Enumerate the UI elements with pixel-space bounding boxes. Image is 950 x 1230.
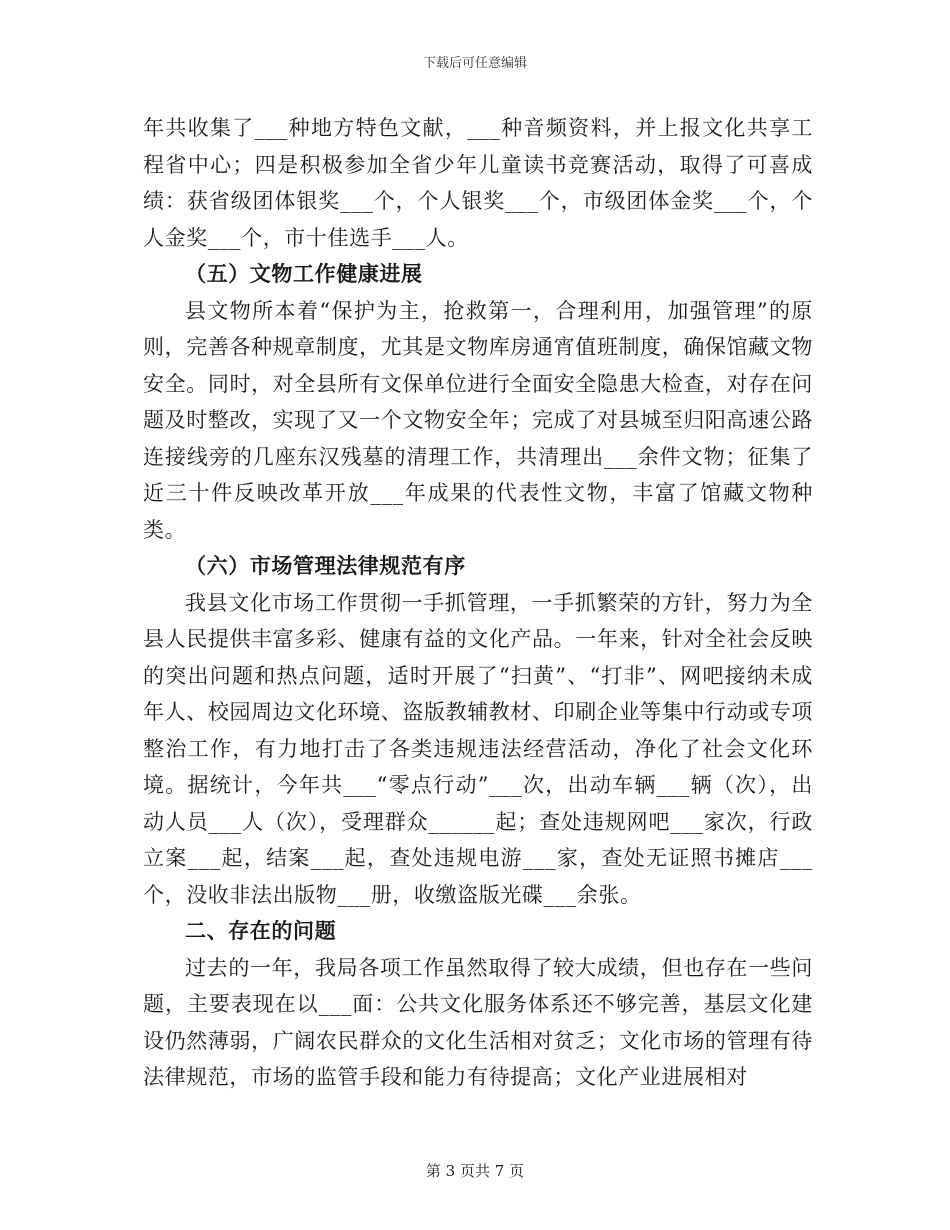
page-number: 第 3 页共 7 页	[425, 1162, 525, 1180]
section-heading-cultural-relics: （五）文物工作健康进展	[185, 261, 423, 286]
paragraph-cultural-relics: 县文物所本着“保护为主，抢救第一，合理利用，加强管理”的原则，完善各种规章制度，尤其是文物库房通宵值班制度，确保馆藏文物安全。同时，对全县所有文保单位进行全面安全隐患大检查，对存在问题及时整改，实现了又一个文物安全年；完成了对县城至归阳高速公路连接线旁的几座东汉残墓的清理工作，共清理出___余件文物；征集了近三十件反映改革开放___年成果的代表性文物，丰富了馆藏文物种类。	[143, 298, 813, 542]
paragraph-market-management: 我县文化市场工作贯彻一手抓管理，一手抓繁荣的方针，努力为全县人民提供丰富多彩、健康有益的文化产品。一年来，针对全社会反映的突出问题和热点问题，适时开展了“扫黄”、“打非”、网吧接纳未成年人、校园周边文化环境、盗版教辅教材、印刷企业等集中行动或专项整治工作，有力地打击了各类违规违法经营活动，净化了社会文化环境。据统计，今年共___“零点行动”___次，出动车辆___辆（次），出动人员___人（次），受理群众______起；查处违规网吧___家次，行政立案___起，结案___起，查处违规电游___家，查处无证照书摊店___个，没收非法出版物___册，收缴盗版光碟___余张。	[143, 590, 813, 907]
document-body	[143, 110, 813, 1096]
paragraph-existing-problems: 过去的一年，我局各项工作虽然取得了较大成绩，但也存在一些问题，主要表现在以___面：公共文化服务体系还不够完善，基层文化建设仍然薄弱，广阔农民群众的文化生活相对贫乏；文化市场的管理有待法律规范，市场的监管手段和能力有待提高；文化产业进展相对	[143, 955, 813, 1089]
section-heading-market-management: （六）市场管理法律规范有序	[185, 553, 466, 578]
paragraph-collection-results: 年共收集了___种地方特色文献，___种音频资料，并上报文化共享工程省中心；四是积极参加全省少年儿童读书竞赛活动，取得了可喜成绩：获省级团体银奖___个，个人银奖___个，市级团体金奖___个，个人金奖___个，市十佳选手___人。	[143, 116, 813, 250]
section-heading-existing-problems: 二、存在的问题	[185, 918, 337, 943]
page-header: 下载后可任意编辑	[422, 56, 527, 71]
